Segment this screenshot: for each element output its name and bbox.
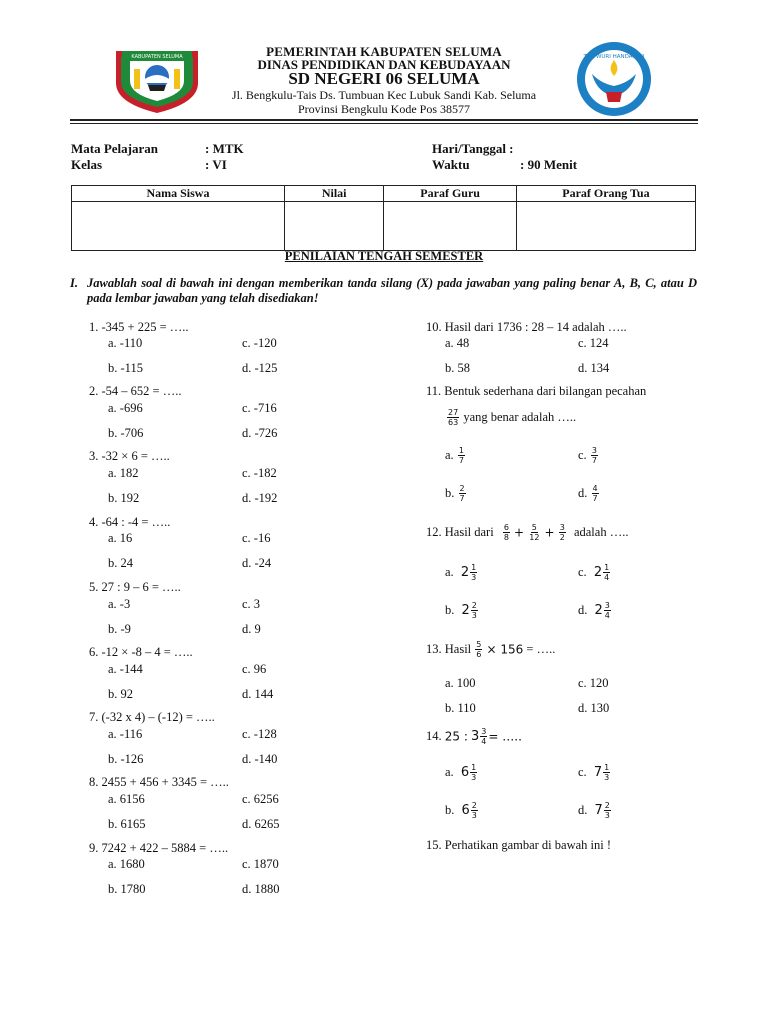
letterhead-divider-thick	[70, 119, 698, 121]
q7-option-d[interactable]: d. -140	[242, 752, 278, 766]
student-name-header: Nama Siswa	[72, 186, 285, 202]
time-value: : 90 Menit	[520, 157, 578, 172]
q2-option-d[interactable]: d. -726	[242, 426, 278, 440]
logo-lettering: TUT WURI HANDAYANI	[583, 54, 645, 60]
score-cell[interactable]	[284, 202, 384, 251]
q9-option-c[interactable]: c. 1870	[242, 857, 279, 871]
question-10: 10. Hasil dari 1736 : 28 – 14 adalah …..	[426, 320, 627, 334]
subject-value: : MTK	[205, 141, 244, 156]
q14-option-c[interactable]: c. 7 $\frac{1}{3}$	[578, 763, 610, 782]
q6-option-b[interactable]: b. 92	[108, 687, 133, 701]
q9-option-b[interactable]: b. 1780	[108, 882, 146, 896]
parent-signature-header: Paraf Orang Tua	[516, 186, 695, 202]
q6-option-d[interactable]: d. 144	[242, 687, 274, 701]
q6-option-c[interactable]: c. 96	[242, 662, 267, 676]
q7-option-b[interactable]: b. -126	[108, 752, 144, 766]
q8-option-b[interactable]: b. 6165	[108, 817, 146, 831]
class-label: Kelas	[71, 157, 103, 172]
school-province: Provinsi Bengkulu Kode Pos 38577	[297, 102, 470, 116]
q1-option-d[interactable]: d. -125	[242, 361, 278, 375]
time-label: Waktu	[432, 157, 470, 172]
question-11: 11. Bentuk sederhana dari bilangan pecahan	[426, 384, 647, 398]
teacher-signature-cell[interactable]	[384, 202, 516, 251]
student-name-cell[interactable]	[72, 202, 285, 251]
question-9: 9. 7242 + 422 – 5884 = …..	[89, 841, 229, 855]
question-12: 12. Hasil dari $\frac{6}{8}$ + $\frac{5}{12}$ + $\frac{3}{2}$ adalah …..	[426, 523, 629, 542]
q1-option-b[interactable]: b. -115	[108, 361, 143, 375]
q10-option-b[interactable]: b. 58	[445, 361, 470, 375]
q4-option-c[interactable]: c. -16	[242, 531, 271, 545]
instruction-number: I.	[70, 276, 78, 290]
school-address: Jl. Bengkulu-Tais Ds. Tumbuan Kec Lubuk Sandi Kab. Seluma	[231, 88, 537, 102]
q14-option-b[interactable]: b. 6 $\frac{2}{3}$	[445, 801, 477, 820]
question-15: 15. Perhatikan gambar di bawah ini !	[426, 838, 612, 852]
question-7: 7. (-32 x 4) – (-12) = …..	[89, 710, 215, 724]
q9-option-d[interactable]: d. 1880	[242, 882, 280, 896]
government-name: PEMERINTAH KABUPATEN SELUMA	[266, 44, 502, 59]
q1-option-c[interactable]: c. -120	[242, 336, 277, 350]
q11-option-a[interactable]: a. $\frac{1}{7}$	[445, 446, 464, 465]
q8-option-c[interactable]: c. 6256	[242, 792, 279, 806]
q12-option-a[interactable]: a. 2 $\frac{1}{3}$	[445, 563, 477, 582]
q6-option-a[interactable]: a. -144	[108, 662, 143, 676]
q1-option-a[interactable]: a. -110	[108, 336, 143, 350]
score-table-header-row	[72, 186, 696, 202]
question-11-continuation: $\frac{27}{63}$ yang benar adalah …..	[448, 408, 577, 427]
q14-option-a[interactable]: a. 6 $\frac{1}{3}$	[445, 763, 477, 782]
question-8: 8. 2455 + 456 + 3345 = …..	[89, 775, 229, 789]
question-1: 1. -345 + 225 = …..	[89, 320, 189, 334]
instruction	[70, 276, 697, 306]
exam-title: PENILAIAN TENGAH SEMESTER	[284, 249, 484, 263]
logo-lettering: KABUPATEN SELUMA	[131, 54, 183, 60]
question-2: 2. -54 – 652 = …..	[89, 384, 182, 398]
q13-option-c[interactable]: c. 120	[578, 676, 609, 690]
q7-option-a[interactable]: a. -116	[108, 727, 143, 741]
question-3: 3. -32 × 6 = …..	[89, 449, 170, 463]
q9-option-a[interactable]: a. 1680	[108, 857, 145, 871]
q10-option-c[interactable]: c. 124	[578, 336, 609, 350]
q10-option-a[interactable]: a. 48	[445, 336, 470, 350]
q4-option-a[interactable]: a. 16	[108, 531, 133, 545]
q8-option-d[interactable]: d. 6265	[242, 817, 280, 831]
school-name: SD NEGERI 06 SELUMA	[288, 69, 480, 88]
q12-option-d[interactable]: d. 2 $\frac{3}{4}$	[578, 601, 610, 620]
q3-option-b[interactable]: b. 192	[108, 491, 140, 505]
fraction: $\frac{27}{63}$	[448, 408, 459, 427]
q8-option-a[interactable]: a. 6156	[108, 792, 145, 806]
q12-option-c[interactable]: c. 2 $\frac{1}{4}$	[578, 563, 610, 582]
q11-option-c[interactable]: c. $\frac{3}{7}$	[578, 446, 597, 465]
letterhead-divider-thin	[70, 123, 698, 124]
q10-option-d[interactable]: d. 134	[578, 361, 610, 375]
q5-option-c[interactable]: c. 3	[242, 597, 261, 611]
department-name: DINAS PENDIDIKAN DAN KEBUDAYAAN	[257, 57, 511, 72]
q4-option-b[interactable]: b. 24	[108, 556, 133, 570]
q2-option-a[interactable]: a. -696	[108, 401, 143, 415]
question-5: 5. 27 : 9 – 6 = …..	[89, 580, 181, 594]
q3-option-c[interactable]: c. -182	[242, 466, 277, 480]
q2-option-c[interactable]: c. -716	[242, 401, 277, 415]
q5-option-d[interactable]: d. 9	[242, 622, 261, 636]
q5-option-b[interactable]: b. -9	[108, 622, 131, 636]
question-13: 13. Hasil $\frac{5}{6}$ × 156 = …..	[426, 640, 556, 659]
q4-option-d[interactable]: d. -24	[242, 556, 272, 570]
q2-option-b[interactable]: b. -706	[108, 426, 144, 440]
score-table	[71, 185, 696, 251]
q3-option-d[interactable]: d. -192	[242, 491, 278, 505]
q3-option-a[interactable]: a. 182	[108, 466, 139, 480]
question-4: 4. -64 : -4 = …..	[89, 515, 171, 529]
day-date-label: Hari/Tanggal :	[432, 141, 514, 156]
teacher-signature-header: Paraf Guru	[384, 186, 516, 202]
subject-label: Mata Pelajaran	[71, 141, 159, 156]
question-14: 14. 25 : 3 $\frac{3}{4}$ = …..	[426, 727, 522, 746]
q13-option-d[interactable]: d. 130	[578, 701, 610, 715]
q13-option-b[interactable]: b. 110	[445, 701, 476, 715]
q14-option-d[interactable]: d. 7 $\frac{2}{3}$	[578, 801, 610, 820]
q11-option-b[interactable]: b. $\frac{2}{7}$	[445, 484, 465, 503]
score-header: Nilai	[284, 186, 384, 202]
class-value: : VI	[205, 157, 227, 172]
parent-signature-cell[interactable]	[516, 202, 695, 251]
q12-option-b[interactable]: b. 2 $\frac{2}{3}$	[445, 601, 477, 620]
q11-option-d[interactable]: d. $\frac{4}{7}$	[578, 484, 598, 503]
q5-option-a[interactable]: a. -3	[108, 597, 131, 611]
instruction-text: Jawablah soal di bawah ini dengan memberikan tanda silang (X) pada jawaban yang paling benar A, B, C, atau D pada lembar jawaban yang telah disediakan!	[87, 276, 697, 305]
q7-option-c[interactable]: c. -128	[242, 727, 277, 741]
question-6: 6. -12 × -8 – 4 = …..	[89, 645, 193, 659]
q13-option-a[interactable]: a. 100	[445, 676, 476, 690]
score-table-entry-row	[72, 202, 696, 251]
